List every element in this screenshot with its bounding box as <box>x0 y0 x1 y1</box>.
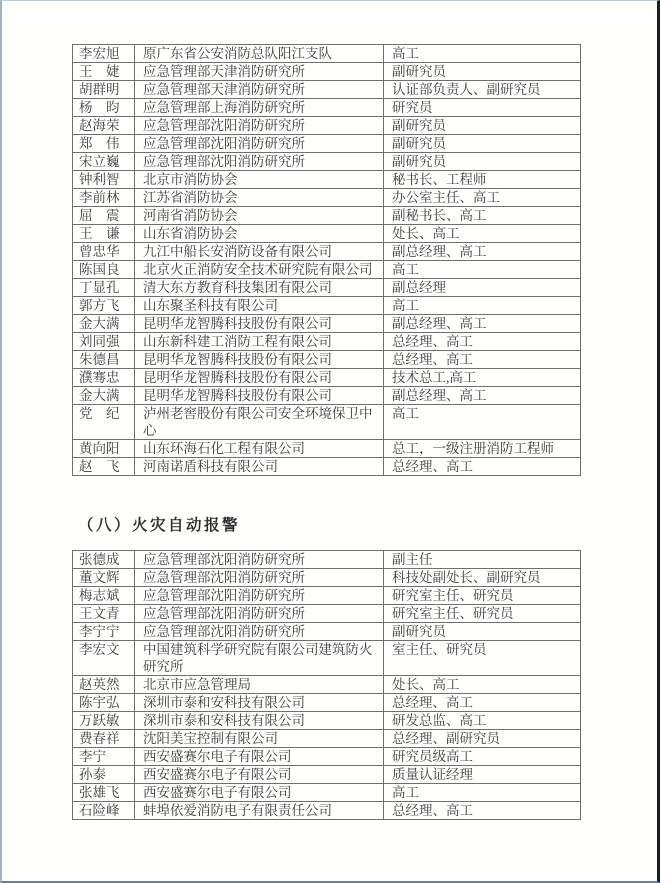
table-row <box>73 333 581 351</box>
cell-title: 秘书长、工程师 <box>384 171 581 189</box>
cell-title: 高工 <box>384 405 581 440</box>
cell-name: 赵 飞 <box>73 458 135 476</box>
cell-org: 应急管理部沈阳消防研究所 <box>135 135 384 153</box>
cell-org: 应急管理部沈阳消防研究所 <box>135 551 384 569</box>
cell-org: 北京火正消防安全技术研究院有限公司 <box>135 261 384 279</box>
cell-title: 认证部负责人、副研究员 <box>384 81 581 99</box>
cell-title: 总经理、高工 <box>384 458 581 476</box>
table-row <box>73 45 581 63</box>
cell-org: 昆明华龙智腾科技股份有限公司 <box>135 369 384 387</box>
cell-name: 党 纪 <box>73 405 135 440</box>
expert-table-2 <box>72 550 581 820</box>
table-row <box>73 387 581 405</box>
cell-org: 山东环海石化工程有限公司 <box>135 440 384 458</box>
table-row <box>73 712 581 730</box>
cell-org: 沈阳美宝控制有限公司 <box>135 730 384 748</box>
table-row <box>73 99 581 117</box>
cell-org: 昆明华龙智腾科技股份有限公司 <box>135 387 384 405</box>
table-row <box>73 171 581 189</box>
cell-title: 研发总监、高工 <box>384 712 581 730</box>
cell-title: 副总经理、高工 <box>384 387 581 405</box>
cell-name: 王文青 <box>73 605 135 623</box>
cell-name: 董文辉 <box>73 569 135 587</box>
cell-title: 副总经理、高工 <box>384 315 581 333</box>
cell-org: 中国建筑科学研究院有限公司建筑防火研究所 <box>135 641 384 676</box>
table-row <box>73 315 581 333</box>
cell-title: 质量认证经理 <box>384 766 581 784</box>
table-row <box>73 748 581 766</box>
cell-name: 金大满 <box>73 315 135 333</box>
table-row <box>73 802 581 820</box>
table-row <box>73 153 581 171</box>
cell-name: 李宏旭 <box>73 45 135 63</box>
cell-title: 副研究员 <box>384 623 581 641</box>
cell-org: 深圳市泰和安科技有限公司 <box>135 712 384 730</box>
cell-name: 宋立巍 <box>73 153 135 171</box>
cell-title: 研究室主任、研究员 <box>384 587 581 605</box>
cell-title: 总工，一级注册消防工程师 <box>384 440 581 458</box>
cell-org: 西安盛赛尔电子有限公司 <box>135 766 384 784</box>
cell-org: 泸州老窖股份有限公司安全环境保卫中心 <box>135 405 384 440</box>
cell-title: 总经理、高工 <box>384 694 581 712</box>
cell-title: 处长、高工 <box>384 225 581 243</box>
cell-name: 朱德昌 <box>73 351 135 369</box>
cell-name: 王 婕 <box>73 63 135 81</box>
cell-title: 副主任 <box>384 551 581 569</box>
cell-title: 副秘书长、高工 <box>384 207 581 225</box>
cell-org: 应急管理部沈阳消防研究所 <box>135 587 384 605</box>
cell-org: 江苏省消防协会 <box>135 189 384 207</box>
cell-org: 河南诺盾科技有限公司 <box>135 458 384 476</box>
cell-org: 应急管理部沈阳消防研究所 <box>135 623 384 641</box>
cell-org: 北京市应急管理局 <box>135 676 384 694</box>
cell-title: 副总经理、高工 <box>384 243 581 261</box>
table-row <box>73 243 581 261</box>
cell-title: 总经理、高工 <box>384 351 581 369</box>
table-row <box>73 63 581 81</box>
cell-title: 副研究员 <box>384 153 581 171</box>
cell-title: 高工 <box>384 784 581 802</box>
table-row <box>73 623 581 641</box>
cell-org: 应急管理部沈阳消防研究所 <box>135 605 384 623</box>
cell-name: 石险峰 <box>73 802 135 820</box>
table-row <box>73 297 581 315</box>
cell-name: 孙泰 <box>73 766 135 784</box>
cell-org: 应急管理部沈阳消防研究所 <box>135 153 384 171</box>
cell-title: 高工 <box>384 297 581 315</box>
section-heading: （八）火灾自动报警 <box>78 517 241 534</box>
cell-org: 山东聚圣科技有限公司 <box>135 297 384 315</box>
table-row <box>73 81 581 99</box>
cell-name: 金大满 <box>73 387 135 405</box>
table-row <box>73 207 581 225</box>
table-row <box>73 279 581 297</box>
table-row <box>73 730 581 748</box>
cell-title: 技术总工,高工 <box>384 369 581 387</box>
expert-table-2-body <box>73 551 581 820</box>
cell-name: 李宏文 <box>73 641 135 676</box>
table-row <box>73 135 581 153</box>
cell-title: 室主任、研究员 <box>384 641 581 676</box>
cell-title: 副研究员 <box>384 117 581 135</box>
cell-title: 副研究员 <box>384 135 581 153</box>
cell-name: 张雄飞 <box>73 784 135 802</box>
cell-name: 陈宇弘 <box>73 694 135 712</box>
cell-name: 丁显孔 <box>73 279 135 297</box>
cell-org: 蚌埠依爱消防电子有限责任公司 <box>135 802 384 820</box>
cell-name: 郭方飞 <box>73 297 135 315</box>
cell-org: 应急管理部上海消防研究所 <box>135 99 384 117</box>
expert-table-1-body <box>73 45 581 476</box>
table-row <box>73 676 581 694</box>
table-row <box>73 641 581 676</box>
table-row <box>73 551 581 569</box>
page-content <box>2 1 657 820</box>
cell-title: 处长、高工 <box>384 676 581 694</box>
cell-name: 万跃敏 <box>73 712 135 730</box>
cell-title: 副研究员 <box>384 63 581 81</box>
table-row <box>73 766 581 784</box>
cell-title: 研究员 <box>384 99 581 117</box>
cell-org: 昆明华龙智腾科技股份有限公司 <box>135 315 384 333</box>
cell-name: 李前林 <box>73 189 135 207</box>
cell-org: 应急管理部天津消防研究所 <box>135 81 384 99</box>
cell-name: 赵海荣 <box>73 117 135 135</box>
cell-org: 北京市消防协会 <box>135 171 384 189</box>
cell-title: 总经理、副研究员 <box>384 730 581 748</box>
cell-org: 深圳市泰和安科技有限公司 <box>135 694 384 712</box>
table-row <box>73 351 581 369</box>
table-row <box>73 189 581 207</box>
cell-name: 郑 伟 <box>73 135 135 153</box>
table-row <box>73 117 581 135</box>
table-row <box>73 261 581 279</box>
cell-name: 钟利智 <box>73 171 135 189</box>
cell-org: 昆明华龙智腾科技股份有限公司 <box>135 351 384 369</box>
cell-name: 张德成 <box>73 551 135 569</box>
cell-title: 办公室主任、高工 <box>384 189 581 207</box>
cell-org: 西安盛赛尔电子有限公司 <box>135 748 384 766</box>
cell-title: 高工 <box>384 261 581 279</box>
expert-table-1 <box>72 44 581 476</box>
table-row <box>73 784 581 802</box>
cell-name: 曾忠华 <box>73 243 135 261</box>
cell-name: 胡群明 <box>73 81 135 99</box>
cell-name: 赵英然 <box>73 676 135 694</box>
table-row <box>73 694 581 712</box>
cell-org: 西安盛赛尔电子有限公司 <box>135 784 384 802</box>
cell-org: 山东新科建工消防工程有限公司 <box>135 333 384 351</box>
table-row <box>73 225 581 243</box>
cell-name: 王 谦 <box>73 225 135 243</box>
cell-title: 科技处副处长、副研究员 <box>384 569 581 587</box>
cell-name: 濮骞忠 <box>73 369 135 387</box>
cell-title: 研究员级高工 <box>384 748 581 766</box>
cell-org: 河南省消防协会 <box>135 207 384 225</box>
cell-name: 梅志斌 <box>73 587 135 605</box>
cell-org: 应急管理部沈阳消防研究所 <box>135 117 384 135</box>
cell-title: 副总经理 <box>384 279 581 297</box>
cell-org: 清大东方教育科技集团有限公司 <box>135 279 384 297</box>
cell-org: 原广东省公安消防总队阳江支队 <box>135 45 384 63</box>
cell-name: 李宁宁 <box>73 623 135 641</box>
cell-title: 高工 <box>384 45 581 63</box>
table-row <box>73 369 581 387</box>
cell-name: 黄向阳 <box>73 440 135 458</box>
cell-title: 研究室主任、研究员 <box>384 605 581 623</box>
cell-org: 山东省消防协会 <box>135 225 384 243</box>
table-row <box>73 405 581 440</box>
cell-name: 屈 震 <box>73 207 135 225</box>
table-row <box>73 440 581 458</box>
cell-name: 陈国良 <box>73 261 135 279</box>
cell-name: 杨 昀 <box>73 99 135 117</box>
cell-name: 费春祥 <box>73 730 135 748</box>
table-row <box>73 605 581 623</box>
table-row <box>73 587 581 605</box>
cell-org: 九江中船长安消防设备有限公司 <box>135 243 384 261</box>
table-row <box>73 569 581 587</box>
cell-org: 应急管理部天津消防研究所 <box>135 63 384 81</box>
cell-org: 应急管理部沈阳消防研究所 <box>135 569 384 587</box>
table-row <box>73 458 581 476</box>
cell-name: 刘同强 <box>73 333 135 351</box>
cell-title: 总经理、高工 <box>384 333 581 351</box>
cell-name: 李宁 <box>73 748 135 766</box>
cell-title: 总经理、高工 <box>384 802 581 820</box>
